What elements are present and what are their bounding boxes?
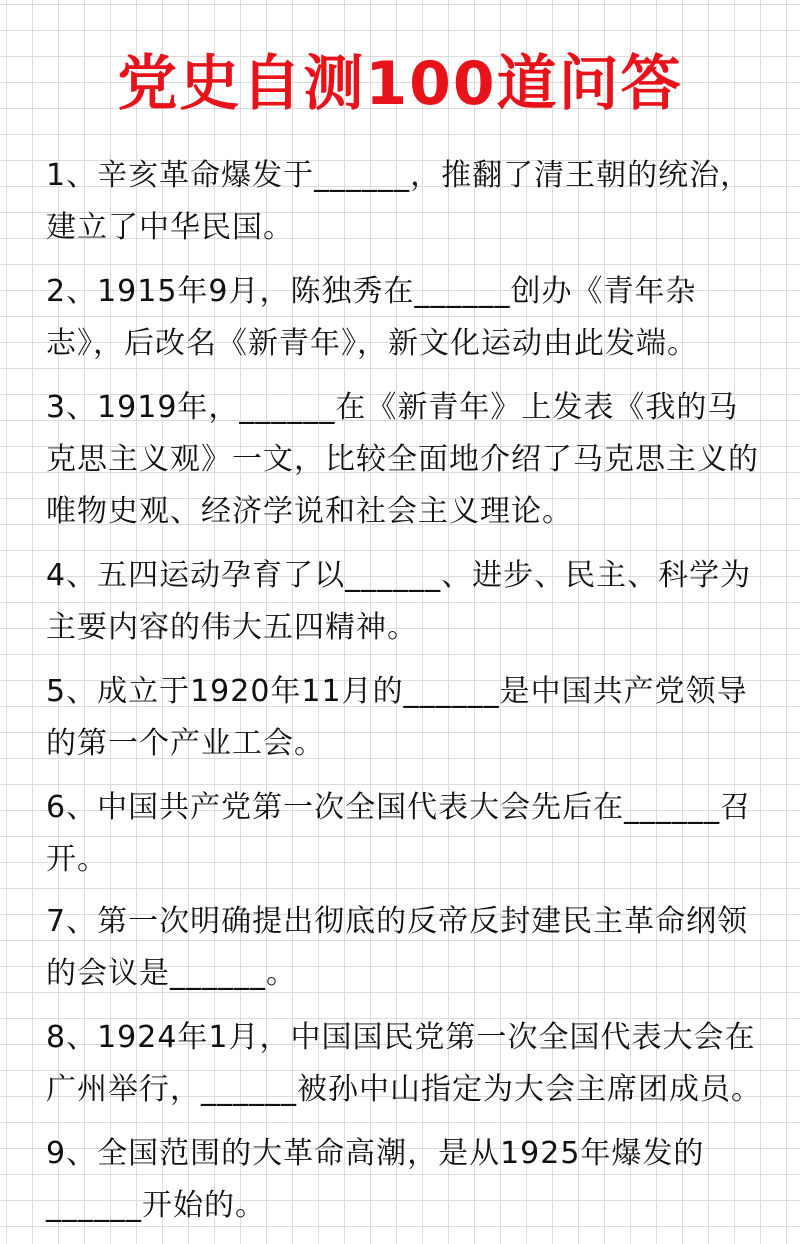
question-item: 1、辛亥革命爆发于______，推翻了清王朝的统治，建立了中华民国。 — [46, 158, 752, 245]
question-item: 2、1915年9月，陈独秀在______创办《青年杂志》，后改名《新青年》，新文化运动由此发端。 — [46, 274, 698, 361]
page-title: 党史自测100道问答 — [117, 49, 683, 119]
question-item: 3、1919年，______在《新青年》上发表《我的马克思主义观》一文，比较全面地介绍了马克思主义的唯物史观、经济学说和社会主义理论。 — [46, 390, 759, 529]
question-item: 4、五四运动孕育了以______、进步、民主、科学为主要内容的伟大五四精神。 — [46, 558, 752, 645]
question-item: 8、1924年1月，中国国民党第一次全国代表大会在广州举行，______被孙中山指定为大会主席团成员。 — [46, 1020, 762, 1107]
question-item: 6、中国共产党第一次全国代表大会先后在______召开。 — [46, 790, 752, 877]
question-list — [46, 150, 766, 1244]
question-item: 9、全国范围的大革命高潮，是从1925年爆发的______开始的。 — [46, 1136, 705, 1223]
question-item: 7、第一次明确提出彻底的反帝反封建民主革命纲领的会议是______。 — [46, 904, 749, 991]
question-item: 5、成立于1920年11月的______是中国共产党领导的第一个产业工会。 — [46, 674, 748, 761]
